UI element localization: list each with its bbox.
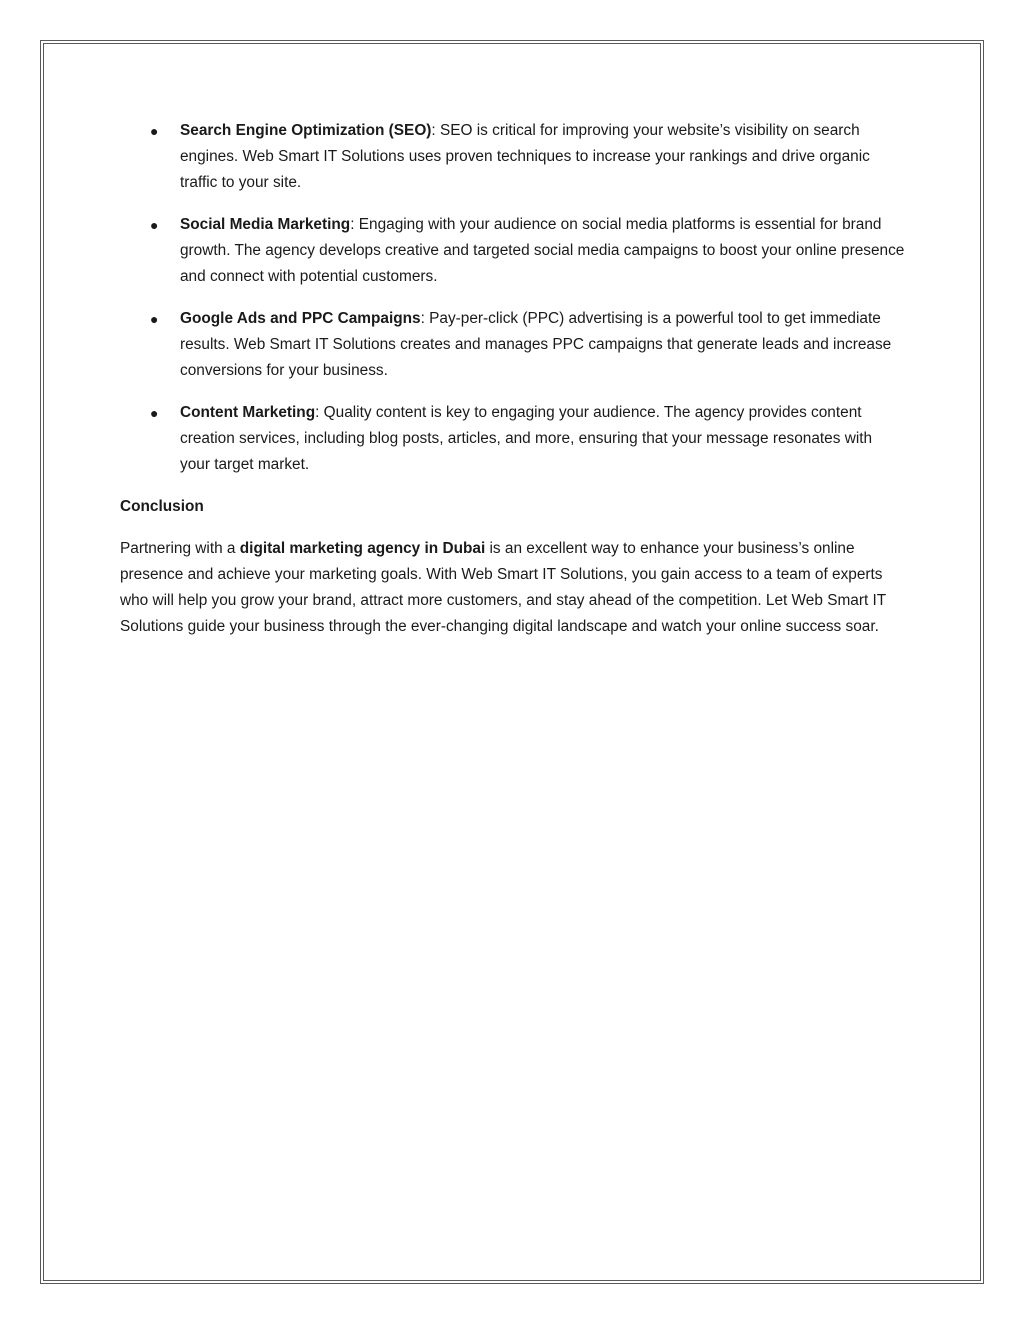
bullet-icon: ● bbox=[150, 405, 159, 421]
list-item bbox=[120, 118, 906, 196]
conclusion-keyword: digital marketing agency in Dubai bbox=[239, 540, 486, 557]
service-description: : Engaging with your audience on social media platforms is essential for brand growth. The agency develops creative and targeted social media campaigns to boost your online presence and connect with potential customers. bbox=[180, 216, 905, 285]
conclusion-paragraph bbox=[120, 536, 906, 640]
list-item bbox=[120, 306, 906, 384]
service-term: Social Media Marketing bbox=[180, 216, 351, 233]
conclusion-heading: Conclusion bbox=[120, 498, 204, 515]
services-list bbox=[120, 118, 906, 478]
bullet-icon: ● bbox=[150, 123, 159, 139]
list-item bbox=[120, 400, 906, 478]
service-description: : Pay-per-click (PPC) advertising is a powerful tool to get immediate results. Web Smart IT Solutions creates and manages PPC campaigns that generate leads and increase conversions for your business. bbox=[180, 310, 892, 379]
conclusion-text-before: Partnering with a bbox=[120, 540, 240, 557]
document-body bbox=[120, 118, 906, 640]
service-term: Google Ads and PPC Campaigns bbox=[180, 310, 421, 327]
service-term: Search Engine Optimization (SEO) bbox=[180, 122, 432, 139]
list-item bbox=[120, 212, 906, 290]
bullet-icon: ● bbox=[150, 217, 159, 233]
service-description: : SEO is critical for improving your website’s visibility on search engines. Web Smart IT Solutions uses proven techniques to increase your rankings and drive organic traffic to your site. bbox=[180, 122, 870, 191]
service-term: Content Marketing bbox=[180, 404, 316, 421]
bullet-icon: ● bbox=[150, 311, 159, 327]
conclusion-text-after: is an excellent way to enhance your business’s online presence and achieve your marketing goals. With Web Smart IT Solutions, you gain access to a team of experts who will help you grow your brand, attract more customers, and stay ahead of the competition. Let Web Smart IT Solutions guide your business through the ever-changing digital landscape and watch your online success soar. bbox=[120, 540, 886, 635]
service-description: : Quality content is key to engaging your audience. The agency provides content creation services, including blog posts, articles, and more, ensuring that your message resonates with your target market. bbox=[180, 404, 873, 473]
